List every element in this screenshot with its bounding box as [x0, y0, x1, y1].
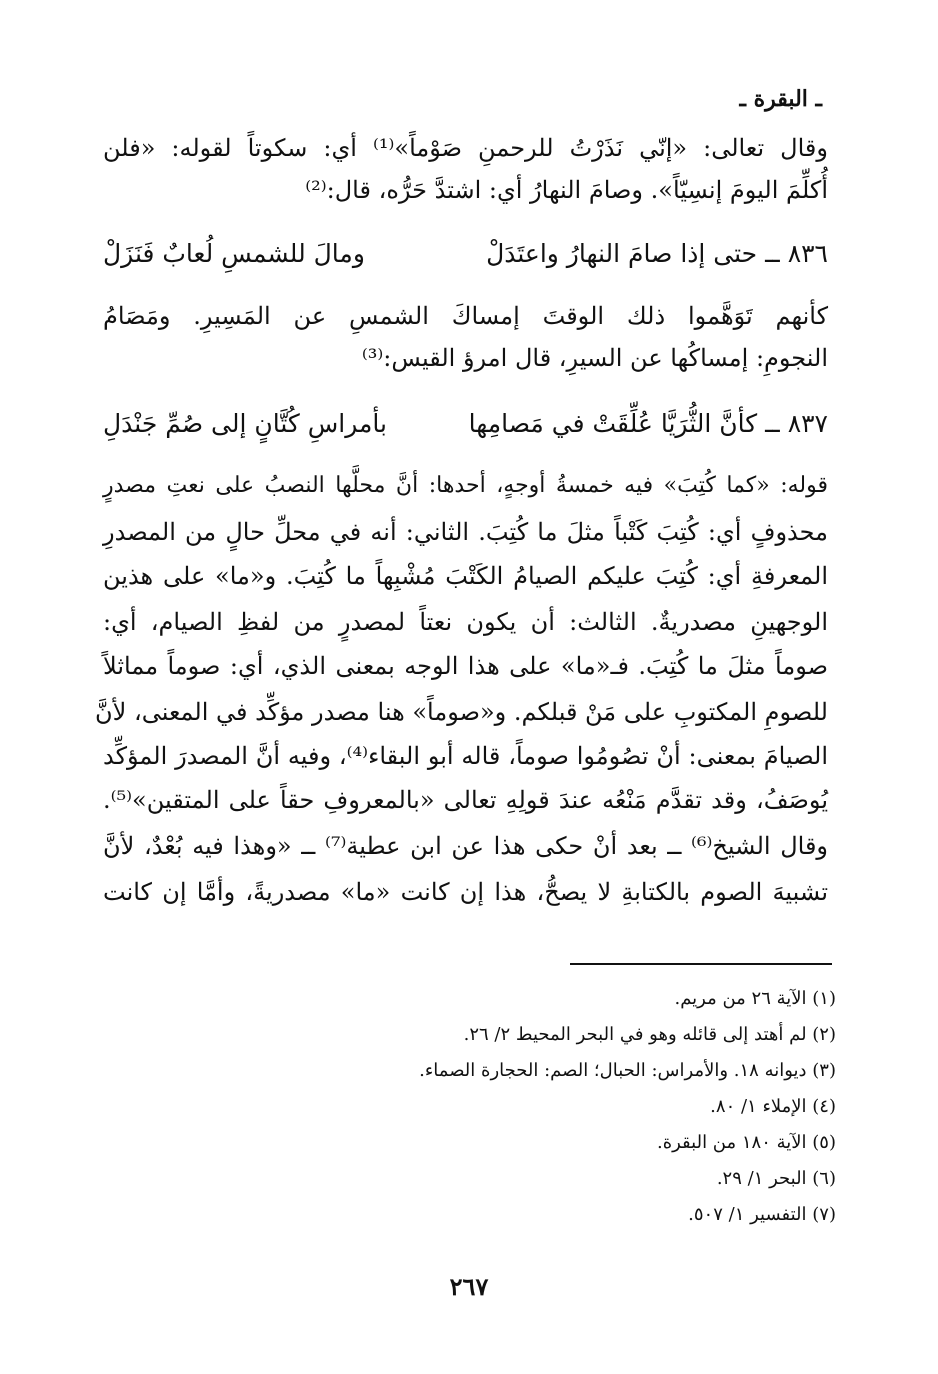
commentary-line: صوماً مثلَ ما كُتِبَ. فـ«ما» على هذا الوجه بمعنى الذي، أي: صوماً مماثلاً [103, 652, 828, 680]
verse-hemistich-2: ومالَ للشمسِ لُعابٌ فَنَزَلْ [103, 239, 365, 268]
commentary-line: الصيامَ بمعنى: أنْ تصُومُوا صوماً، قاله أبو البقاء⁽⁴⁾، وفيه أنَّ المصدرَ المؤكِّد [103, 742, 828, 770]
verse-hemistich-1: ٨٣٦ ــ حتى إذا صامَ النهارُ واعتَدَلْ [486, 239, 828, 268]
footnote: (٦) البحر ١/ ٢٩. [716, 1168, 836, 1189]
commentary-line: تشبيهَ الصوم بالكتابةِ لا يصحُّ، هذا إن كانت «ما» مصدريةً، وأمَّا إن كانت [103, 878, 828, 906]
body-line: كأنهم تَوَهَّموا ذلك الوقتَ إمساكَ الشمسِ عن المَسِيرِ. ومَصَامُ [103, 302, 828, 330]
footnote: (٢) لم أهتد إلى قائله وهو في البحر المحيط ٢/ ٢٦. [463, 1024, 836, 1045]
verse-hemistich-1: ٨٣٧ ــ كأنَّ الثُّرَيَّا عُلِّقَتْ في مَصامِها [468, 409, 828, 438]
verse-hemistich-2: بأمراسِ كُتَّانٍ إلى صُمِّ جَنْدَلِ [103, 409, 387, 438]
commentary-line: للصومِ المكتوبِ على مَنْ قبلكم. و«صوماً» هنا مصدر مؤكِّد في المعنى، لأنَّ [95, 698, 828, 726]
commentary-line: قوله: «كما كُتِبَ» فيه خمسةُ أوجهٍ، أحدها: أنَّ محلَّها النصبُ على نعتِ مصدرٍ [103, 473, 828, 498]
footnote: (٤) الإملاء ١/ ٨٠. [710, 1096, 836, 1117]
verse-number: ٨٣٧ ــ [765, 409, 828, 438]
commentary-line: يُوصَفُ، وقد تقدَّم مَنْعُه عندَ قولِهِ تعالى «بالمعروفِ حقاً على المتقين»⁽⁵⁾. [103, 786, 829, 814]
footnote-separator [570, 963, 832, 965]
commentary-line: المعرفةِ أي: كُتِبَ عليكم الصيامُ الكَتْبَ مُشْبِهاً ما كُتِبَ. و«ما» على هذين [103, 562, 828, 590]
verse-837 [103, 402, 828, 446]
footnote: (٥) الآية ١٨٠ من البقرة. [656, 1132, 836, 1153]
commentary-line: محذوفٍ أي: كُتِبَ كَتْباً مثلَ ما كُتِبَ. الثاني: أنه في محلِّ حالٍ من المصدرِ [103, 518, 828, 546]
footnote: (٧) التفسير ١/ ٥٠٧. [688, 1204, 836, 1225]
verse-836 [103, 232, 828, 276]
running-header: ـ البقرة ـ [739, 86, 822, 112]
body-line: النجومِ: إمساكُها عن السيرِ، قال امرؤ القيس:⁽³⁾ [361, 344, 828, 372]
body-line: وقال تعالى: «إنّي نَذَرْتُ للرحمنِ صَوْماً»⁽¹⁾ أي: سكوتاً لقوله: «فلن [103, 134, 828, 162]
commentary-line: الوجهينِ مصدريةٌ. الثالث: أن يكون نعتاً لمصدرٍ من لفظِ الصيام، أي: [103, 608, 828, 636]
verse-number: ٨٣٦ ــ [765, 239, 828, 268]
commentary-line: وقال الشيخ⁽⁶⁾ ــ بعد أنْ حكى هذا عن ابن عطية⁽⁷⁾ ــ «وهذا فيه بُعْدٌ، لأنَّ [103, 832, 828, 860]
body-line: أُكلِّمَ اليومَ إنسِيّاً». وصامَ النهارُ أي: اشتدَّ حَرُّه، قال:⁽²⁾ [305, 176, 828, 204]
footnote: (٣) ديوانه ١٨. والأمراس: الحبال؛ الصم: الحجارة الصماء. [419, 1060, 836, 1081]
footnote: (١) الآية ٢٦ من مريم. [674, 988, 836, 1009]
page-number: ٢٦٧ [449, 1272, 489, 1301]
